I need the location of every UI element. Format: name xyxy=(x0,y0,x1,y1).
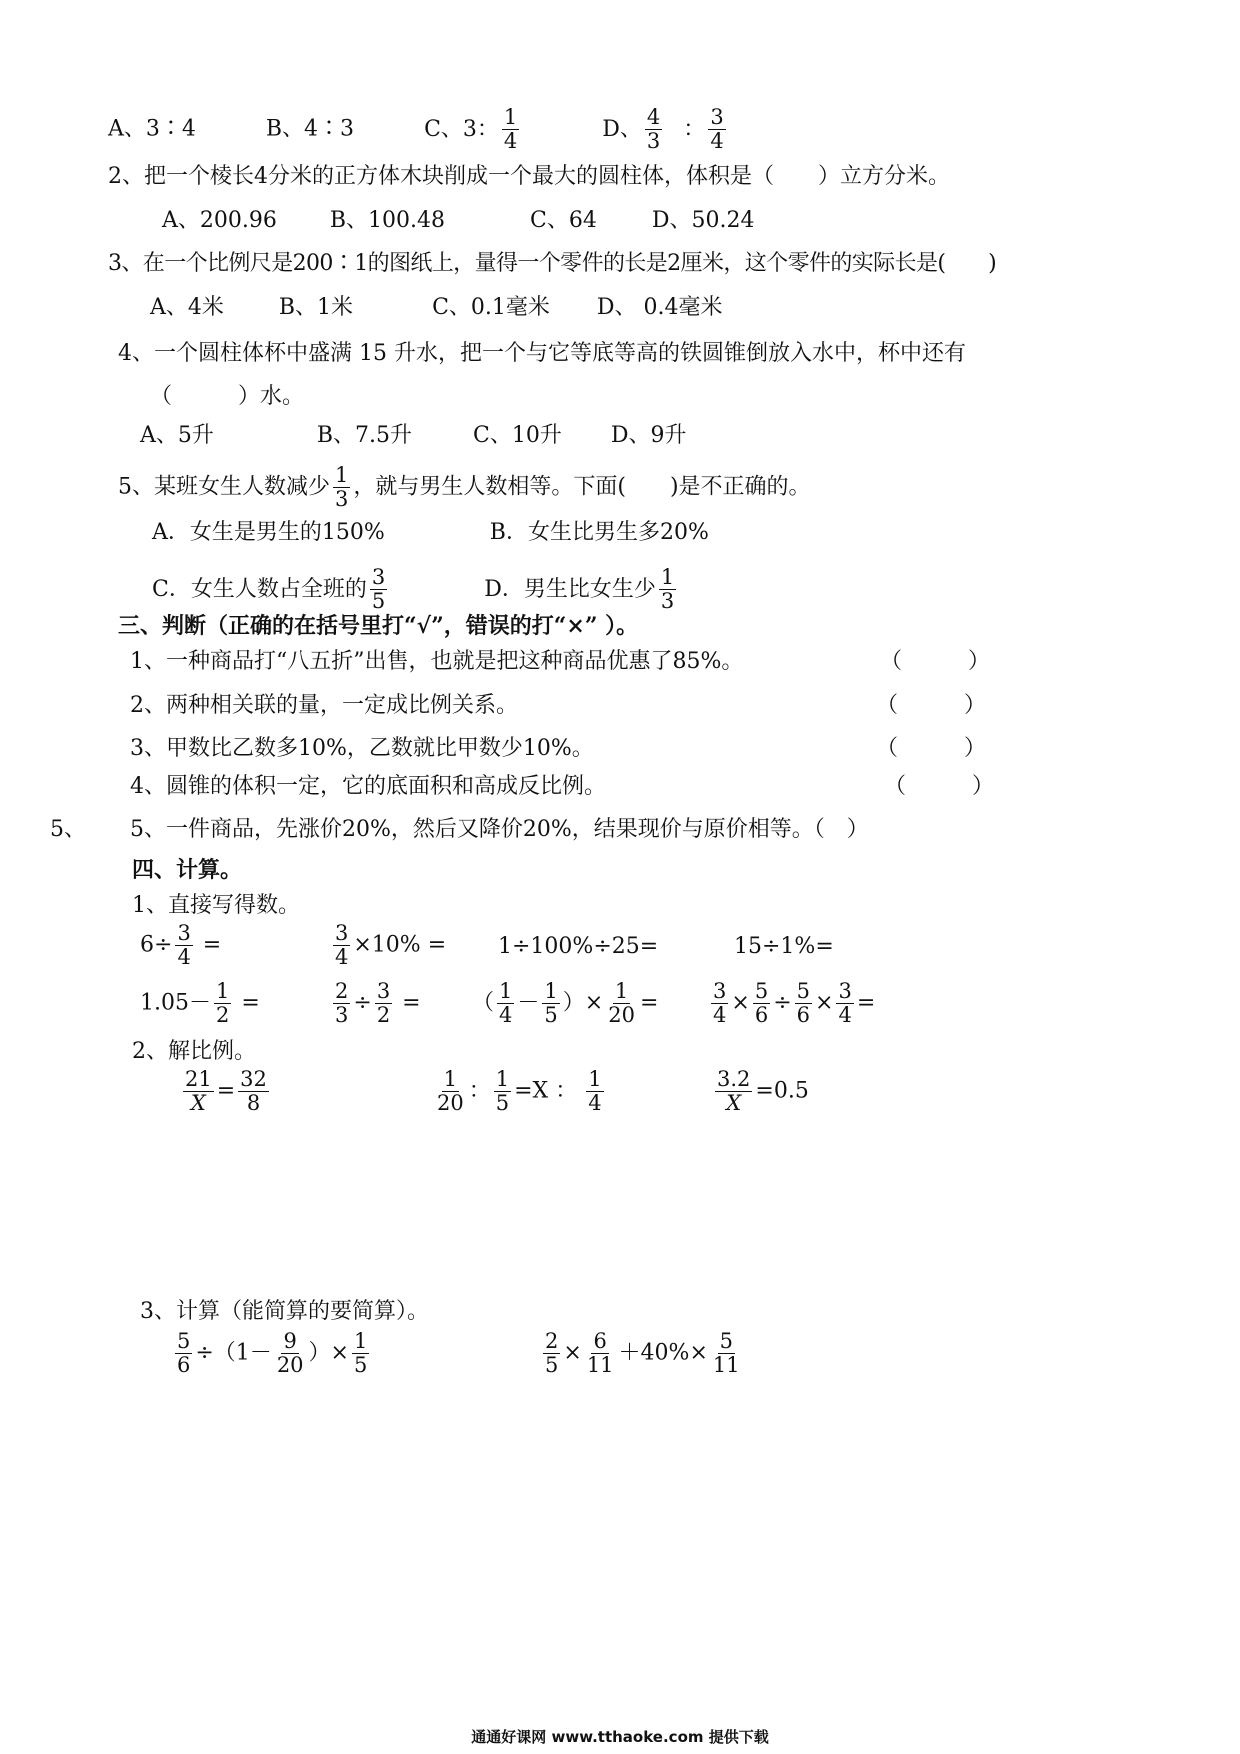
judge-item-2-paren: （ ） xyxy=(876,693,987,718)
q1-option-c: C、3： $\frac{1}{4}$ xyxy=(424,105,518,153)
q4-option-a: A、5升 xyxy=(140,423,214,448)
judge-item-1: 1、一种商品打“八五折”出售，也就是把这种商品优惠了85%。 xyxy=(130,649,744,674)
q3-option-b: B、1米 xyxy=(278,295,354,320)
q5-option-c: C．女生人数占全班的 $\frac{3}{5}$ xyxy=(152,565,386,613)
q4-option-b: B、7.5升 xyxy=(316,423,413,448)
q3-option-a: A、4米 xyxy=(150,295,224,320)
calc-r2-e4: $\frac{3}{4}$ × $\frac{5}{6}$ ÷ $\frac{5}{6}$ × $\frac{3}{4}$ = xyxy=(713,979,876,1027)
q2-option-a: A、200.96 xyxy=(162,208,277,233)
question-4-line1: 4、一个圆柱体杯中盛满 15 升水，把一个与它等底等高的铁圆锥倒放入水中，杯中还有 xyxy=(118,341,966,366)
judge-item-5: 5、一件商品，先涨价20%，然后又降价20%，结果现价与原价相等。（ ） xyxy=(130,817,869,842)
calc-sub1-title: 1、直接写得数。 xyxy=(132,893,300,918)
q4-option-c: C、10升 xyxy=(473,423,562,448)
q5-options-cd xyxy=(152,566,679,613)
q1-option-d: D、 $\frac{4}{3}$ ： $\frac{3}{4}$ xyxy=(602,105,724,153)
page-footer: 通通好课网 www.tthaoke.com 提供下载 xyxy=(471,1728,769,1746)
judge-item-3: 3、甲数比乙数多10%，乙数就比甲数少10%。 xyxy=(130,736,594,761)
q2-option-b: B、100.48 xyxy=(329,208,446,233)
judge-item-2: 2、两种相关联的量，一定成比例关系。 xyxy=(130,693,518,718)
calc-r2-e2: $\frac{2}{3}$ ÷ $\frac{3}{2}$ = xyxy=(335,979,421,1027)
q3-option-d: D、 0.4毫米 xyxy=(596,295,723,320)
simplify-a: $\frac{5}{6}$ ÷（1－ $\frac{9}{20}$ ）× $\frac{1}{5}$ xyxy=(177,1329,368,1377)
calc-r1-e1: 6÷ $\frac{3}{4}$ = xyxy=(140,921,222,969)
q5-option-b: B．女生比男生多20% xyxy=(489,520,709,545)
q2-option-c: C、64 xyxy=(530,208,597,233)
q2-options xyxy=(162,207,754,235)
question-4-line2: （ ）水。 xyxy=(150,384,305,409)
q5-options-ab xyxy=(152,519,709,547)
q2-option-d: D、50.24 xyxy=(651,208,755,233)
calc-r1-e2: $\frac{3}{4}$ ×10% = xyxy=(335,921,447,969)
q1-option-a: A、3∶4 xyxy=(108,116,196,142)
calc-sub3-title: 3、计算（能简算的要简算）。 xyxy=(140,1299,429,1324)
proportion-b: $\frac{1}{20}$ ： $\frac{1}{5}$ =X ： $\frac{1}{4}$ xyxy=(437,1067,602,1115)
question-2: 2、把一个棱长4分米的正方体木块削成一个最大的圆柱体，体积是（ ）立方分米。 xyxy=(108,164,950,189)
calc-section-title: 四、计算。 xyxy=(132,857,243,883)
judge-item-3-paren: （ ） xyxy=(876,736,987,761)
q4-option-d: D、9升 xyxy=(610,423,687,448)
judge-item-4: 4、圆锥的体积一定，它的底面积和高成反比例。 xyxy=(130,774,606,799)
q5-option-d: D．男生比女生少 $\frac{1}{3}$ xyxy=(484,565,675,613)
question-3: 3、在一个比例尺是200∶1的图纸上，量得一个零件的长是2厘米，这个零件的实际长是( ) xyxy=(108,251,997,276)
calc-r1-e4: 15÷1%= xyxy=(734,934,834,959)
proportion-c: $\frac{3.2}{X}$ =0.5 xyxy=(717,1067,809,1115)
q5-option-a: A．女生是男生的150% xyxy=(152,520,385,545)
q3-option-c: C、0.1毫米 xyxy=(432,295,550,320)
q1-option-b: B、4∶3 xyxy=(265,116,355,142)
q1-options xyxy=(108,106,729,153)
calc-sub2-title: 2、解比例。 xyxy=(132,1039,256,1064)
judge-item-4-paren: （ ） xyxy=(884,774,995,799)
question-5: 5、某班女生人数减少 $\frac{1}{3}$ ，就与男生人数相等。下面( )是不正确的。 xyxy=(118,463,811,511)
simplify-b: $\frac{2}{5}$ × $\frac{6}{11}$ ＋40%× $\frac{5}{11}$ xyxy=(545,1329,740,1377)
calc-r1-e3: 1÷100%÷25= xyxy=(498,934,659,959)
calc-r2-e3: （ $\frac{1}{4}$ － $\frac{1}{5}$ ）× $\frac{1}{20}$ = xyxy=(472,979,659,1027)
calc-r2-e1: 1.05－ $\frac{1}{2}$ = xyxy=(140,979,260,1027)
q4-options xyxy=(140,422,687,450)
judge-item-1-paren: （ ） xyxy=(880,649,991,674)
judge-item-5-number: 5、 xyxy=(50,817,86,842)
proportion-a: $\frac{21}{X}$ = $\frac{32}{8}$ xyxy=(185,1067,267,1115)
q3-options xyxy=(150,294,723,322)
judge-section-title: 三、判断（正确的在括号里打“√”，错误的打“×” ）。 xyxy=(118,613,639,639)
